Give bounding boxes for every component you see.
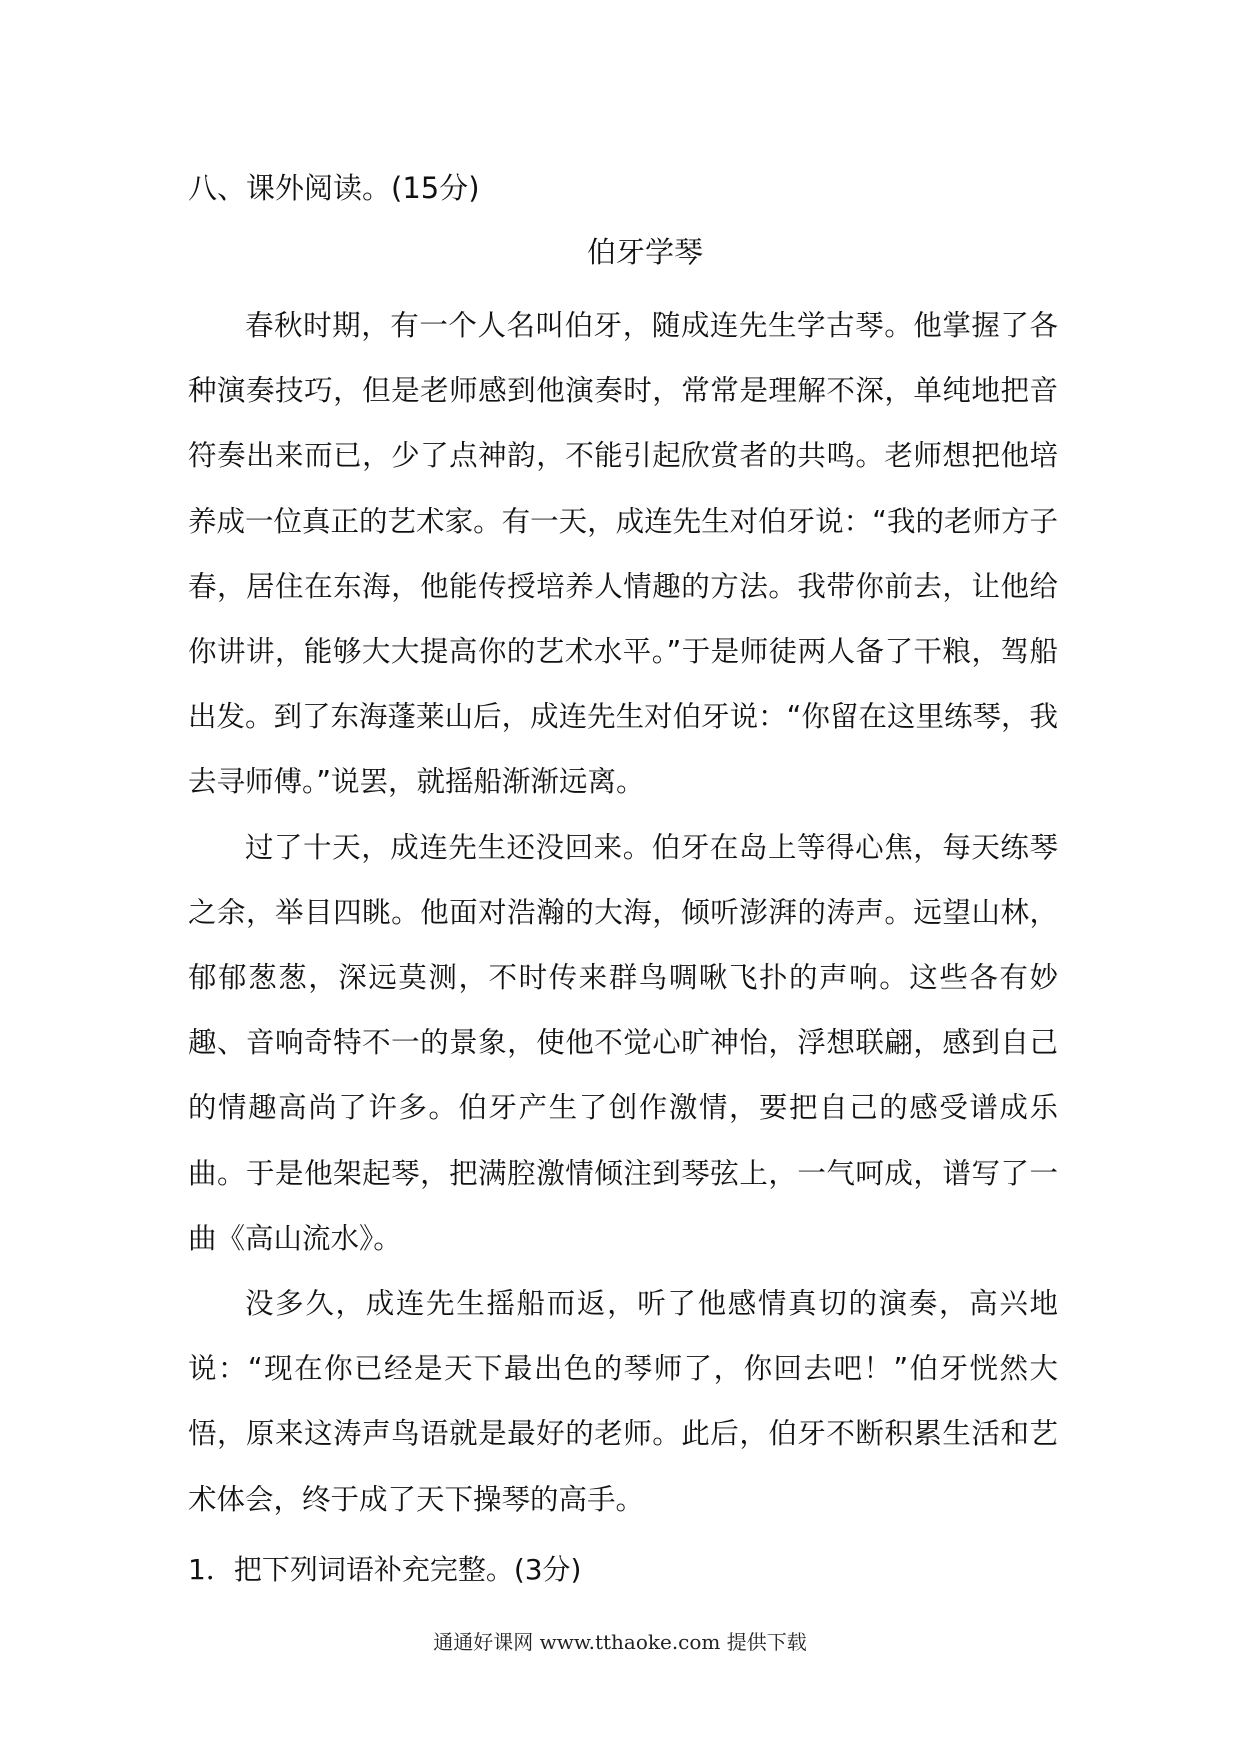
story-title: 伯牙学琴 bbox=[586, 235, 703, 269]
section-heading: 八、课外阅读。(15分) bbox=[188, 171, 480, 205]
story-paragraph: 没多久，成连先生摇船而返，听了他感情真切的演奏，高兴地说：“现在你已经是天下最出色的琴师了，你回去吧！”伯牙恍然大悟，原来这涛声鸟语就是最好的老师。此后，伯牙不断积累生活和艺术体会，终于成了天下操琴的高手。 bbox=[188, 1287, 1058, 1516]
question-1: 1．把下列词语补充完整。(3分) bbox=[188, 1553, 582, 1586]
story-body bbox=[188, 293, 1058, 1532]
story-paragraph: 春秋时期，有一个人名叫伯牙，随成连先生学古琴。他掌握了各种演奏技巧，但是老师感到他演奏时，常常是理解不深，单纯地把音符奏出来而已，少了点神韵，不能引起欣赏者的共鸣。老师想把他培养成一位真正的艺术家。有一天，成连先生对伯牙说：“我的老师方子春，居住在东海，他能传授培养人情趣的方法。我带你前去，让他给你讲讲，能够大大提高你的艺术水平。”于是师徒两人备了干粮，驾船出发。到了东海蓬莱山后，成连先生对伯牙说：“你留在这里练琴，我去寻师傅。”说罢，就摇船渐渐远离。 bbox=[188, 309, 1058, 799]
story-paragraph: 过了十天，成连先生还没回来。伯牙在岛上等得心焦，每天练琴之余，举目四眺。他面对浩瀚的大海，倾听澎湃的涛声。远望山林，郁郁葱葱，深远莫测，不时传来群鸟啁啾飞扑的声响。这些各有妙趣、音响奇特不一的景象，使他不觉心旷神怡，浮想联翩，感到自己的情趣高尚了许多。伯牙产生了创作激情，要把自己的感受谱成乐曲。于是他架起琴，把满腔激情倾注到琴弦上，一气呵成，谱写了一曲《高山流水》。 bbox=[188, 830, 1058, 1255]
footer-source-note: 通通好课网 www.tthaoke.com 提供下载 bbox=[433, 1630, 807, 1654]
